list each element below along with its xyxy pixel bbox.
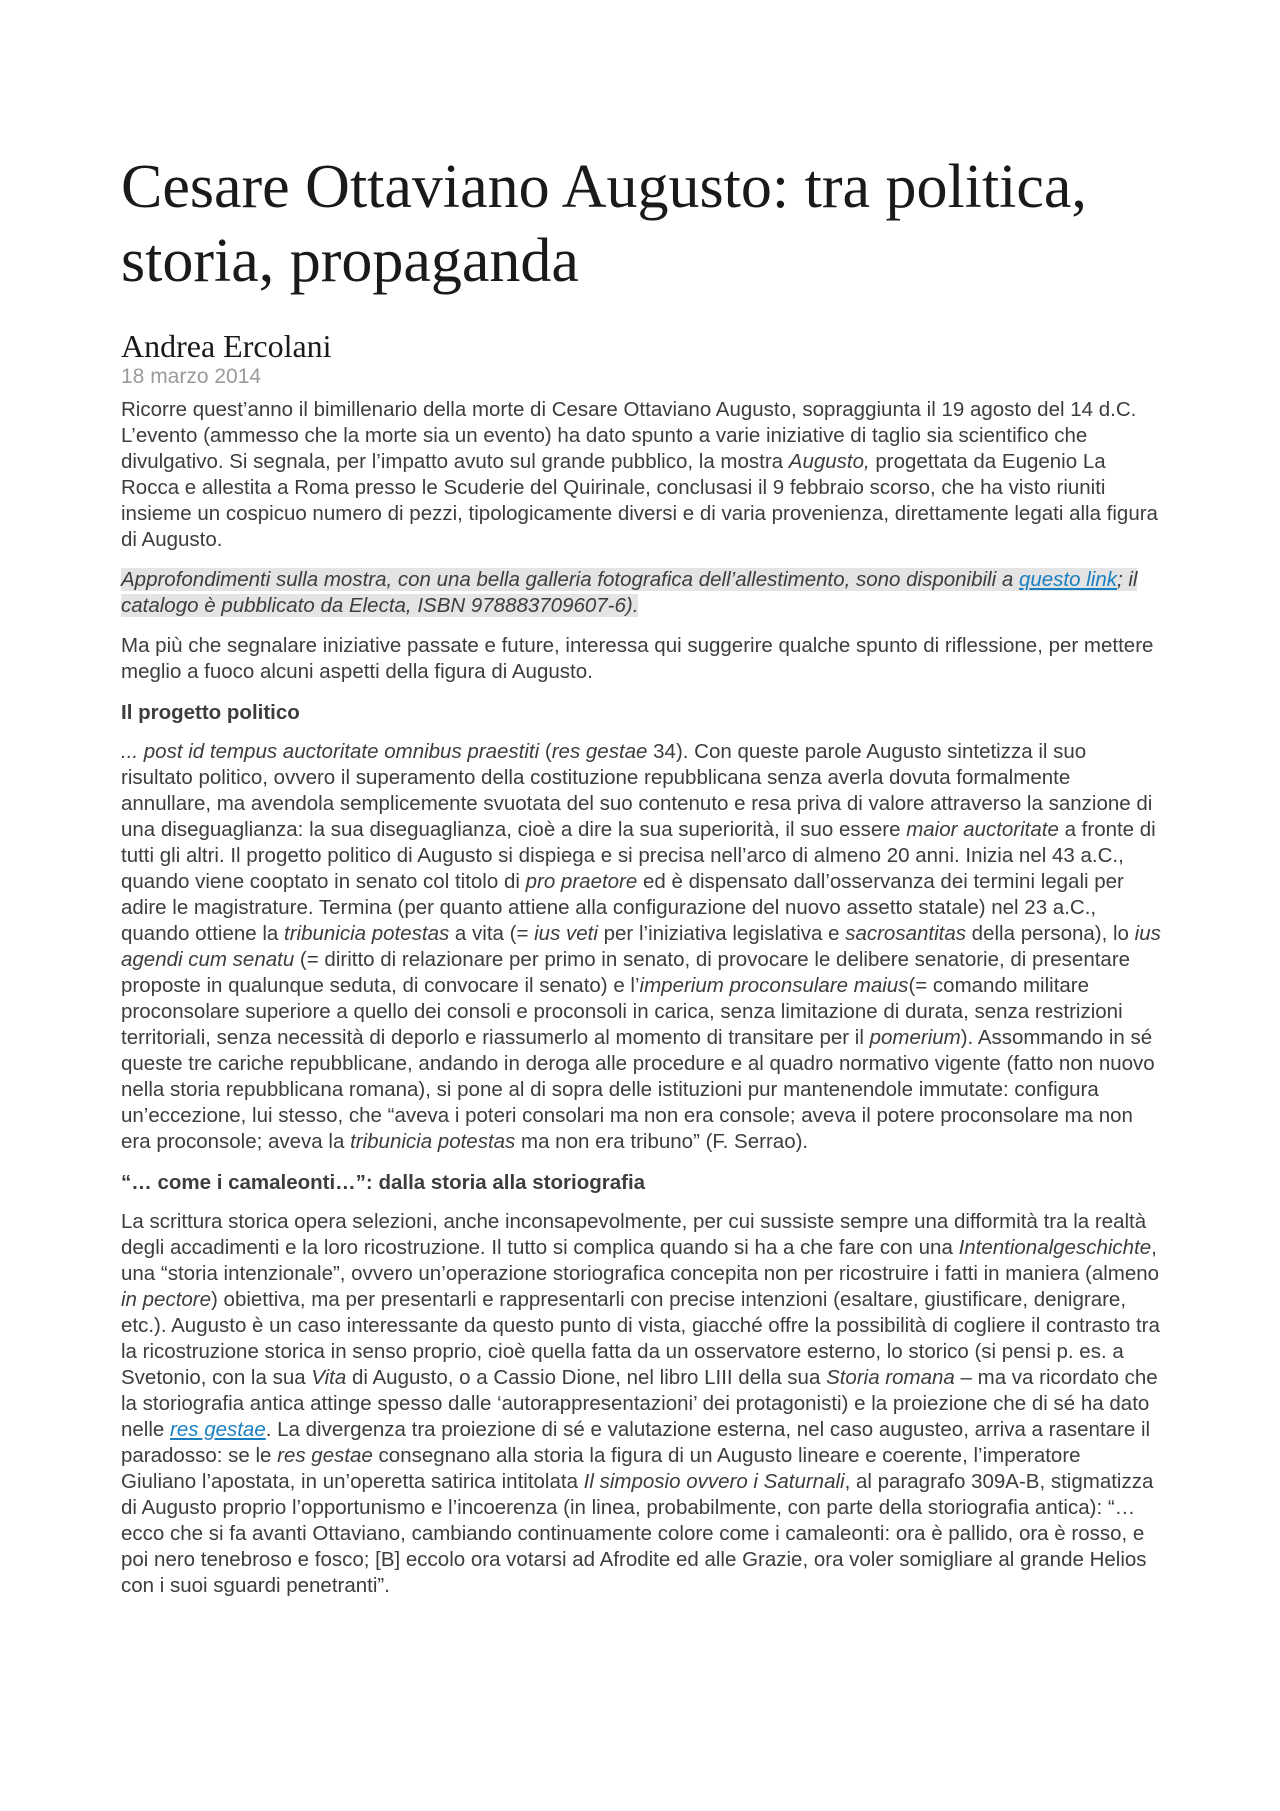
text-run: res gestae [277, 1444, 373, 1467]
text-run: tribunicia potestas [284, 922, 450, 945]
article-author: Andrea Ercolani [121, 328, 332, 364]
text-run: . La divergenza tra proiezione di sé e valutazione esterna, nel caso augusteo, arriva a rasentare il paradosso: se le [121, 1418, 1151, 1467]
text-run: La scrittura storica opera selezioni, anche inconsapevolmente, per cui sussiste sempre una difformità tra la realtà degli accadimenti e la loro ricostruzione. Il tutto si complica quando si ha a che fare con una [121, 1210, 1147, 1259]
text-run: ; il catalogo è pubblicato da Electa, ISBN 978883709607-6). [121, 568, 1138, 617]
text-run: ed è dispensato dall’osservanza dei termini legali per adire le magistrature. Termina (per quanto attiene alla configurazione del nuovo assetto statale) nel 23 a.C., quando ottiene la [121, 870, 1124, 945]
text-run: Vita [311, 1366, 347, 1389]
intro-paragraph [121, 397, 1161, 553]
res-gestae-link[interactable]: res gestae [170, 1418, 266, 1441]
text-run: a vita (= [449, 922, 535, 945]
text-run: ius veti [534, 922, 598, 945]
text-run: , una “storia intenzionale”, ovvero un’operazione storiografica concepita non per ricostruire i fatti in maniera (almeno [121, 1236, 1160, 1285]
section-heading-chameleons: “… come i camaleonti…”: dalla storia alla storiografia [121, 1171, 646, 1194]
text-run: ius agendi cum senatu [121, 922, 1161, 971]
text-run: 34). Con queste parole Augusto sintetizza il suo risultato politico, ovvero il superamento della costituzione repubblicana senza averla dovuta formalmente annullare, ma avendola semplicemente svuotata del suo contenuto e resa priva di valore attraverso la sanzione di una diseguaglianza: la sua diseguaglianza, cioè a dire la sua superiorità, il suo essere [121, 740, 1153, 841]
text-run: Il simposio ovvero i Saturnali [583, 1470, 845, 1493]
text-run: (= diritto di relazionare per primo in senato, di provocare le delibere senatorie, di presentare proposte in qualunque seduta, di convocare il senato) e l’ [121, 948, 1131, 997]
text-run: sacrosantitas [845, 922, 966, 945]
exhibition-title: Augusto, [788, 450, 870, 473]
exhibition-note-block [121, 567, 1161, 619]
text-run: della persona), lo [965, 922, 1135, 945]
text-run: maior auctoritate [906, 818, 1059, 841]
text-run: ... post id tempus auctoritate omnibus praestiti [121, 740, 540, 763]
article-title: Cesare Ottaviano Augusto: tra politica, storia, propaganda [121, 153, 1087, 295]
text-run: (= comando militare proconsolare superiore a quello dei consoli e proconsoli in carica, senza limitazione di durata, senza restrizioni territoriali, senza necessità di deporlo e riassumerlo al momento di transitare per il [121, 974, 1123, 1049]
text-run: ma non era tribuno” (F. Serrao). [515, 1130, 809, 1153]
text-run: per l’iniziativa legislativa e [597, 922, 846, 945]
paragraph-historiography [121, 1209, 1161, 1599]
text-run: Storia romana [826, 1366, 955, 1389]
text-run: Approfondimenti sulla mostra, con una bella galleria fotografica dell’allestimento, sono disponibili a [121, 568, 1019, 591]
text-run: progettata da Eugenio La Rocca e allestita a Roma presso le Scuderie del Quirinale, conclusasi il 9 febbraio scorso, che ha visto riuniti insieme un cospicuo numero di pezzi, tipologicamente diversi e di varia provenienza, direttamente legati alla figura di Augusto. [121, 450, 1158, 551]
text-run: pomerium [869, 1026, 961, 1049]
text-run: consegnano alla storia la figura di un Augusto lineare e coerente, l’imperatore Giuliano l’apostata, in un’operetta satirica intitolata [121, 1444, 1081, 1493]
text-run: a fronte di tutti gli altri. Il progetto politico di Augusto si dispiega e si precisa nell’arco di almeno 20 anni. Inizia nel 43 a.C., quando viene cooptato in senato col titolo di [121, 818, 1156, 893]
text-run: in pectore [121, 1288, 212, 1311]
exhibition-note [121, 568, 1137, 617]
text-run: – ma va ricordato che la storiografia antica attinge spesso dalle ‘autorappresentazioni’ dei protagonisti) e la proiezione che di sé ha dato nelle [121, 1366, 1158, 1441]
text-run: ). Assommando in sé queste tre cariche repubblicane, andando in deroga alle procedure e al quadro normativo vigente (fatto non nuovo nella storia repubblicana romana), si pone al di sopra delle istituzioni pur mantenendole immutate: configura un’eccezione, lui stesso, che “aveva i poteri consolari ma non era console; aveva il potere proconsolare ma non era proconsole; aveva la [121, 1026, 1155, 1153]
article-date: 18 marzo 2014 [121, 365, 262, 388]
text-run: res gestae [551, 740, 648, 763]
paragraph-purpose: Ma più che segnalare iniziative passate e future, interessa qui suggerire qualche spunto di riflessione, per mettere meglio a fuoco alcuni aspetti della figura di Augusto. [121, 634, 1154, 683]
text-run: Intentionalgeschichte [958, 1236, 1152, 1259]
exhibition-link[interactable]: questo link [1018, 568, 1117, 591]
text-run: pro praetore [525, 870, 638, 893]
text-run: Ricorre quest’anno il bimillenario della morte di Cesare Ottaviano Augusto, sopraggiunta il 19 agosto del 14 d.C. L’evento (ammesso che la morte sia un evento) ha dato spunto a varie iniziative di taglio sia scientifico che divulgativo. Si segnala, per l’impatto avuto sul grande pubblico, la mostra [121, 398, 1137, 473]
text-run: di Augusto, o a Cassio Dione, nel libro LIII della sua [346, 1366, 827, 1389]
text-run: imperium proconsulare maius [639, 974, 909, 997]
text-run: , al paragrafo 309A-B, stigmatizza di Augusto proprio l’opportunismo e l’incoerenza (in linea, probabilmente, con parte della storiografia antica): “… ecco che si fa avanti Ottaviano, cambiando continuamente colore come i camaleonti: ora è pallido, ora è rosso, e poi nero tenebroso e fosco; [B] eccolo ora votarsi ad Afrodite ed alle Grazie, ora voler somigliare al grande Helios con i suoi sguardi penetranti”. [121, 1470, 1154, 1597]
text-run: tribunicia potestas [350, 1130, 516, 1153]
paragraph-political-project [121, 739, 1161, 1155]
article [121, 150, 1161, 1599]
text-run: ) obiettiva, ma per presentarli e rappresentarli con precise intenzioni (esaltare, giustificare, denigrare, etc.). Augusto è un caso interessante da questo punto di vista, giacché offre la possibilità di cogliere il contrasto tra la ricostruzione storica in senso proprio, cioè quella fatta da un osservatore esterno, lo storico (si pensi p. es. a Svetonio, con la sua [121, 1288, 1160, 1389]
text-run: ( [539, 740, 552, 763]
section-heading-political-project: Il progetto politico [121, 701, 300, 724]
